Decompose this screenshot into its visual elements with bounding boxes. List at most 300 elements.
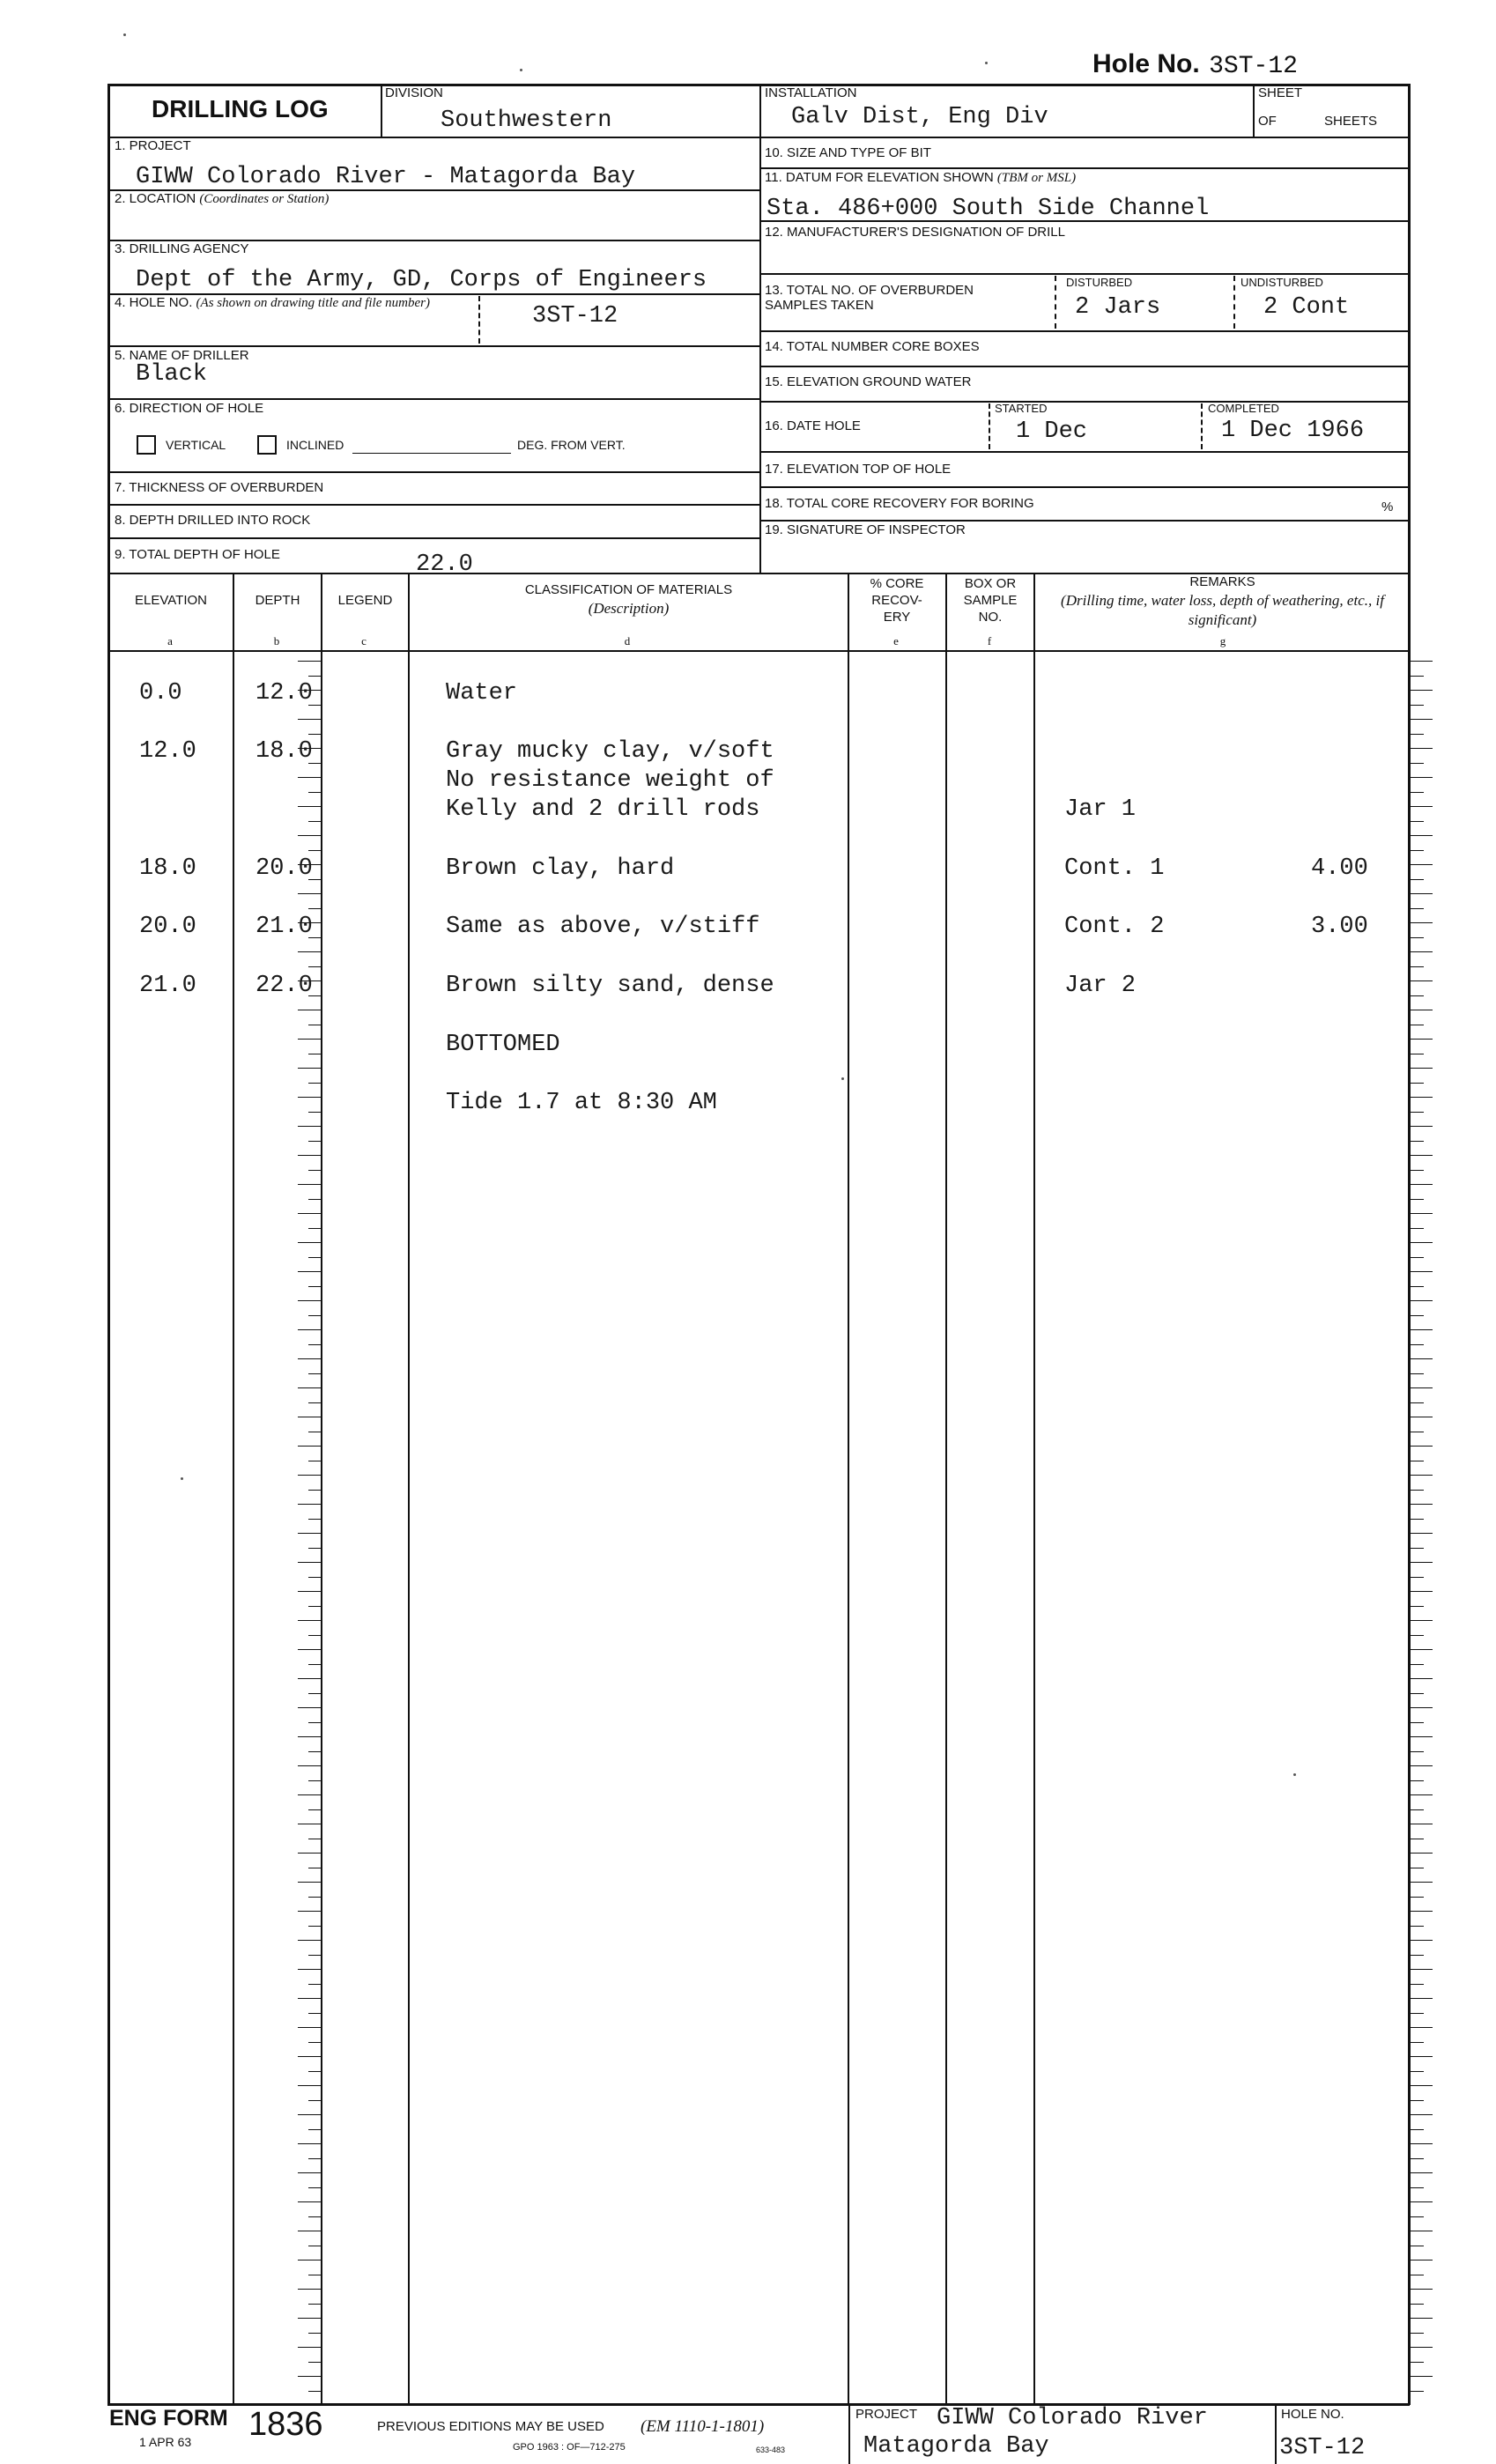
- hline-l4: [107, 293, 759, 295]
- ruler-tick: [1410, 2318, 1433, 2319]
- depth-scale-tick: [298, 2318, 321, 2319]
- ruler-tick: [1410, 2391, 1424, 2392]
- ruler-tick: [1410, 1882, 1433, 1883]
- total-depth-value: 22.0: [416, 551, 473, 578]
- col-letter-a: a: [167, 634, 173, 647]
- col-divider-box: [1033, 573, 1035, 2403]
- started-label: STARTED: [995, 402, 1048, 415]
- ruler-tick: [1410, 2085, 1433, 2086]
- header-remarks-sub: [1040, 591, 1405, 630]
- col-divider-core: [945, 573, 947, 2403]
- scan-speck: [1293, 1773, 1296, 1776]
- depth-scale-tick: [308, 1170, 321, 1171]
- depth-scale-tick: [298, 719, 321, 720]
- depth-scale-tick: [298, 1533, 321, 1534]
- depth-scale-tick: [298, 1969, 321, 1970]
- ruler-tick: [1410, 2100, 1424, 2101]
- ruler-tick: [1410, 734, 1424, 735]
- ruler-tick: [1410, 2172, 1433, 2173]
- ruler-tick: [1410, 1170, 1424, 1171]
- scan-speck: [181, 1477, 183, 1480]
- depth-scale-tick: [308, 908, 321, 909]
- hline-r6: [759, 366, 1408, 367]
- direction-label: 6. DIRECTION OF HOLE: [115, 401, 264, 416]
- depth-scale-tick: [298, 2201, 321, 2202]
- ruler-tick: [1410, 908, 1424, 909]
- header-classification: [410, 582, 848, 618]
- depth-scale-tick: [308, 2391, 321, 2392]
- ruler-tick: [1410, 1533, 1433, 1534]
- ruler-tick: [1410, 1068, 1433, 1069]
- footer-gpo: GPO 1963 : OF—712-275: [513, 2442, 626, 2453]
- ruler-tick: [1410, 1300, 1433, 1301]
- ruler-tick: [1410, 1926, 1424, 1927]
- footer-em-reference: (EM 1110-1-1801): [641, 2417, 765, 2436]
- ruler-tick: [1410, 1751, 1424, 1752]
- ruler-tick: [1410, 1911, 1433, 1912]
- depth-scale-tick: [308, 2187, 321, 2188]
- ruler-tick: [1410, 2201, 1433, 2202]
- ruler-tick: [1410, 835, 1433, 836]
- ruler-tick: [1410, 1155, 1433, 1156]
- ruler-tick: [1410, 1707, 1433, 1708]
- ruler-tick: [1410, 1504, 1433, 1505]
- ruler-tick: [1410, 2333, 1424, 2334]
- ruler-tick: [1410, 1083, 1424, 1084]
- ruler-tick: [1410, 1649, 1433, 1650]
- footer-form-date: 1 APR 63: [139, 2435, 192, 2449]
- depth-scale-tick: [308, 2362, 321, 2363]
- depth-scale-tick: [298, 1329, 321, 1330]
- depth-scale-tick: [298, 1620, 321, 1621]
- row-4-remark-value: 3.00: [1311, 914, 1368, 940]
- hole-no-label: Hole No.: [1092, 49, 1200, 78]
- ruler-tick: [1410, 676, 1424, 677]
- table-header-bottom: [107, 650, 1410, 652]
- depth-scale-tick: [298, 1649, 321, 1650]
- depth-scale-tick: [298, 1184, 321, 1185]
- dash-started: [989, 403, 990, 449]
- row-3-remark-value: 4.00: [1311, 855, 1368, 882]
- project-label: 1. PROJECT: [115, 138, 191, 153]
- inclined-label: INCLINED: [286, 438, 344, 452]
- depth-scale-tick: [308, 1083, 321, 1084]
- footer-divider-holeno: [1275, 2403, 1277, 2464]
- ruler-tick: [1410, 1955, 1424, 1956]
- depth-scale-tick: [298, 806, 321, 807]
- inclined-checkbox[interactable]: [257, 435, 277, 455]
- depth-scale-tick: [298, 1504, 321, 1505]
- row-5-description: Brown silty sand, dense: [446, 973, 774, 999]
- date-label: 16. DATE HOLE: [765, 418, 861, 433]
- ruler-tick: [1410, 850, 1424, 851]
- depth-scale-tick: [308, 1228, 321, 1229]
- depth-scale-tick: [298, 2172, 321, 2173]
- depth-scale-tick: [308, 1548, 321, 1549]
- installation-value: Galv Dist, Eng Div: [791, 104, 1048, 130]
- row-5-remark: Jar 2: [1064, 973, 1137, 999]
- ruler-tick: [1410, 2304, 1424, 2305]
- ruler-tick: [1410, 2056, 1433, 2057]
- mfr-label: 12. MANUFACTURER'S DESIGNATION OF DRILL: [765, 225, 1065, 240]
- hline-r10: [759, 520, 1408, 522]
- ruler-tick: [1410, 2216, 1424, 2217]
- depth-scale-tick: [298, 1591, 321, 1592]
- ruler-tick: [1410, 1809, 1424, 1810]
- depth-scale-tick: [308, 1984, 321, 1985]
- undisturbed-label: UNDISTURBED: [1240, 276, 1323, 289]
- ruler-tick: [1410, 1722, 1424, 1723]
- overburden-label: 7. THICKNESS OF OVERBURDEN: [115, 480, 324, 495]
- depth-scale-tick: [308, 1897, 321, 1898]
- ruler-tick: [1410, 1620, 1433, 1621]
- depth-scale-tick: [298, 2085, 321, 2086]
- hline-l5: [107, 345, 759, 347]
- sheet-label: SHEET: [1258, 85, 1303, 100]
- ruler-tick: [1410, 2158, 1424, 2159]
- ruler-tick: [1410, 792, 1424, 793]
- depth-scale-tick: [298, 1707, 321, 1708]
- ruler-tick: [1410, 1141, 1424, 1142]
- row-5-elevation: 21.0: [139, 973, 196, 999]
- depth-scale-tick: [308, 2042, 321, 2043]
- depth-scale-tick: [308, 1519, 321, 1520]
- depth-scale-tick: [308, 1402, 321, 1403]
- driller-value: Black: [136, 361, 208, 388]
- row-2-depth: 18.0: [256, 738, 313, 765]
- depth-scale-tick: [298, 2260, 321, 2261]
- samples-label: 13. TOTAL NO. OF OVERBURDEN SAMPLES TAKEN: [765, 283, 974, 313]
- depth-scale-tick: [298, 661, 321, 662]
- depth-scale-tick: [298, 1358, 321, 1359]
- row-4-description: Same as above, v/stiff: [446, 914, 760, 940]
- ruler-tick: [1410, 806, 1433, 807]
- ruler-tick: [1410, 1184, 1433, 1185]
- division-value: Southwestern: [441, 107, 612, 134]
- ruler-tick: [1410, 2143, 1433, 2144]
- ruler-tick: [1410, 1112, 1424, 1113]
- row-1-elevation: 0.0: [139, 680, 182, 707]
- row-4-depth: 21.0: [256, 914, 313, 940]
- disturbed-value: 2 Jars: [1075, 294, 1161, 321]
- header-classification-title: CLASSIFICATION OF MATERIALS: [524, 582, 733, 597]
- ruler-tick: [1410, 1373, 1424, 1374]
- ruler-tick: [1410, 1969, 1433, 1970]
- footer-form-number: 1836: [248, 2406, 323, 2443]
- hline-l8: [107, 504, 759, 506]
- installation-label: INSTALLATION: [765, 85, 857, 100]
- depth-scale-tick: [308, 734, 321, 735]
- depth-scale-tick: [298, 1155, 321, 1156]
- row-4-elevation: 20.0: [139, 914, 196, 940]
- ruler-tick: [1410, 1940, 1433, 1941]
- core-recovery-percent: %: [1381, 499, 1394, 514]
- row-1-depth: 12.0: [256, 680, 313, 707]
- ruler-tick: [1410, 1475, 1433, 1476]
- ruler-tick: [1410, 2013, 1424, 2014]
- divider-sheet: [1253, 84, 1255, 137]
- dash-disturbed: [1055, 276, 1056, 329]
- depth-scale-tick: [298, 1039, 321, 1040]
- holeno-label-note: (As shown on drawing title and file number): [196, 296, 430, 310]
- frame-left: [107, 84, 110, 2405]
- row-2-description-line-1: Gray mucky clay, v/soft: [446, 738, 774, 765]
- header-core-recovery: % CORE RECOV- ERY: [870, 576, 924, 625]
- ruler-tick: [1410, 1853, 1433, 1854]
- ground-water-label: 15. ELEVATION GROUND WATER: [765, 374, 972, 389]
- col-letter-g: g: [1219, 634, 1226, 647]
- depth-scale-tick: [308, 1606, 321, 1607]
- depth-scale-tick: [308, 2129, 321, 2130]
- depth-scale-tick: [308, 1780, 321, 1781]
- depth-scale-tick: [308, 1751, 321, 1752]
- depth-scale-tick: [298, 1765, 321, 1766]
- agency-label: 3. DRILLING AGENCY: [115, 241, 249, 256]
- vertical-label: VERTICAL: [166, 438, 226, 452]
- header-remarks-title: REMARKS: [1189, 574, 1255, 589]
- col-divider-classification: [848, 573, 849, 2403]
- hline-r7: [759, 401, 1408, 403]
- col-divider-depth: [321, 573, 322, 2403]
- col-letter-e: e: [893, 634, 899, 647]
- ruler-tick: [1410, 893, 1433, 894]
- header-elevation: ELEVATION: [135, 593, 207, 608]
- inspector-label: 19. SIGNATURE OF INSPECTOR: [765, 522, 966, 537]
- note-tide: Tide 1.7 at 8:30 AM: [446, 1090, 717, 1116]
- row-2-remark: Jar 1: [1064, 796, 1137, 823]
- header-classification-sub: [410, 599, 848, 618]
- core-boxes-label: 14. TOTAL NUMBER CORE BOXES: [765, 339, 980, 354]
- depth-scale-tick: [298, 1446, 321, 1447]
- ruler-tick: [1410, 1257, 1424, 1258]
- row-3-elevation: 18.0: [139, 855, 196, 882]
- depth-scale-tick: [308, 1315, 321, 1316]
- started-value: 1 Dec: [1016, 418, 1088, 445]
- ruler-tick: [1410, 995, 1424, 996]
- ruler-tick: [1410, 1402, 1424, 1403]
- depth-scale-tick: [308, 1257, 321, 1258]
- ruler-tick: [1410, 1591, 1433, 1592]
- row-5-depth: 22.0: [256, 973, 313, 999]
- ruler-tick: [1410, 1315, 1424, 1316]
- depth-scale-tick: [298, 1882, 321, 1883]
- ruler-tick: [1410, 922, 1433, 923]
- driller-label: 5. NAME OF DRILLER: [115, 348, 249, 363]
- footer-project-line-2: Matagorda Bay: [863, 2433, 1049, 2460]
- depth-scale-tick: [298, 2027, 321, 2028]
- ruler-tick: [1410, 1765, 1433, 1766]
- dash-holeno: [478, 296, 480, 344]
- divider-middle: [759, 84, 761, 573]
- depth-scale-tick: [308, 2100, 321, 2101]
- depth-scale-tick: [298, 893, 321, 894]
- depth-scale-tick: [308, 1722, 321, 1723]
- row-2-description-line-3: Kelly and 2 drill rods: [446, 796, 760, 823]
- ruler-tick: [1410, 661, 1433, 662]
- bit-label: 10. SIZE AND TYPE OF BIT: [765, 145, 931, 160]
- ruler-tick: [1410, 1897, 1424, 1898]
- ruler-tick: [1410, 1998, 1433, 1999]
- location-label: [115, 192, 329, 207]
- hline-r1: [759, 137, 1408, 138]
- completed-label: COMPLETED: [1208, 402, 1279, 415]
- ruler-tick: [1410, 1271, 1433, 1272]
- disturbed-label: DISTURBED: [1066, 276, 1133, 289]
- note-bottomed: BOTTOMED: [446, 1032, 560, 1058]
- depth-scale-tick: [298, 1126, 321, 1127]
- depth-scale-tick: [298, 1736, 321, 1737]
- depth-scale-tick: [308, 2071, 321, 2072]
- row-3-remark: Cont. 1: [1064, 855, 1165, 882]
- row-2-description-line-2: No resistance weight of: [446, 767, 774, 794]
- ruler-tick: [1410, 980, 1433, 981]
- hole-no-value: 3ST-12: [1209, 53, 1298, 80]
- col-letter-c: c: [361, 634, 367, 647]
- ruler-tick: [1410, 1490, 1424, 1491]
- depth-scale-tick: [298, 1213, 321, 1214]
- holeno-value: 3ST-12: [532, 303, 618, 329]
- of-label: OF: [1258, 114, 1277, 129]
- header-box-sample: BOX OR SAMPLE NO.: [963, 576, 1018, 625]
- ruler-tick: [1410, 2347, 1433, 2348]
- col-letter-d: d: [624, 634, 631, 647]
- depth-scale-tick: [298, 1300, 321, 1301]
- ruler-tick: [1410, 1126, 1433, 1127]
- depth-scale-tick: [308, 1112, 321, 1113]
- depth-scale-tick: [298, 1794, 321, 1795]
- depth-scale-tick: [298, 2056, 321, 2057]
- ruler-tick: [1410, 1199, 1424, 1200]
- depth-scale-tick: [298, 1068, 321, 1069]
- core-recovery-label: 18. TOTAL CORE RECOVERY FOR BORING: [765, 496, 1034, 511]
- dash-undisturbed: [1233, 276, 1235, 329]
- location-label-note: (Coordinates or Station): [199, 192, 330, 206]
- ruler-tick: [1410, 1329, 1433, 1330]
- header-remarks: [1040, 574, 1405, 629]
- dash-completed: [1201, 403, 1203, 449]
- ruler-tick: [1410, 690, 1433, 691]
- depth-scale-tick: [298, 2376, 321, 2377]
- ruler-tick: [1410, 1039, 1433, 1040]
- depth-scale-tick: [298, 1271, 321, 1272]
- depth-scale-tick: [308, 1344, 321, 1345]
- footer-holeno-label: HOLE NO.: [1281, 2407, 1344, 2422]
- ruler-tick: [1410, 2187, 1424, 2188]
- ruler-tick: [1410, 937, 1424, 938]
- ruler-tick: [1410, 1213, 1433, 1214]
- form-title: DRILLING LOG: [152, 95, 329, 122]
- holeno-label-number: 4. HOLE NO.: [115, 295, 193, 310]
- division-label: DIVISION: [385, 85, 443, 100]
- datum-label: [765, 171, 1076, 186]
- ruler-tick: [1410, 1693, 1424, 1694]
- inclined-degree-line: [352, 453, 511, 454]
- depth-scale-tick: [308, 1490, 321, 1491]
- depth-scale-tick: [298, 2114, 321, 2115]
- depth-scale-tick: [298, 1998, 321, 1999]
- datum-value: Sta. 486+000 South Side Channel: [767, 196, 1210, 222]
- footer-form-label: ENG FORM: [109, 2406, 228, 2431]
- datum-label-note: (TBM or MSL): [996, 171, 1077, 185]
- scan-speck: [123, 33, 126, 36]
- ruler-tick: [1410, 2260, 1433, 2261]
- scan-speck: [841, 1077, 844, 1080]
- row-3-depth: 20.0: [256, 855, 313, 882]
- depth-scale-tick: [308, 1693, 321, 1694]
- ruler-tick: [1410, 763, 1424, 764]
- hline-l9: [107, 537, 759, 539]
- datum-label-number: 11. DATUM FOR ELEVATION SHOWN: [765, 170, 994, 185]
- footer-small-code: 633-483: [756, 2446, 786, 2454]
- hline-l1: [107, 137, 759, 138]
- depth-scale-tick: [298, 777, 321, 778]
- frame-top: [107, 84, 1410, 86]
- ruler-tick: [1410, 2362, 1424, 2363]
- col-letter-f: f: [987, 634, 992, 647]
- depth-scale-tick: [298, 1853, 321, 1854]
- ruler-tick: [1410, 1577, 1424, 1578]
- row-2-elevation: 12.0: [139, 738, 196, 765]
- hline-r8: [759, 451, 1408, 453]
- holeno-label: [115, 296, 449, 311]
- depth-scale-tick: [308, 676, 321, 677]
- ruler-tick: [1410, 821, 1424, 822]
- ruler-tick: [1410, 2042, 1424, 2043]
- ruler-tick: [1410, 1519, 1424, 1520]
- ruler-tick: [1410, 1548, 1424, 1549]
- depth-scale-tick: [298, 1475, 321, 1476]
- agency-value: Dept of the Army, GD, Corps of Engineers: [136, 267, 707, 293]
- hline-r4: [759, 273, 1408, 275]
- depth-scale-tick: [308, 1955, 321, 1956]
- ruler-tick: [1410, 705, 1424, 706]
- ruler-tick: [1410, 1794, 1433, 1795]
- depth-scale-tick: [298, 2347, 321, 2348]
- depth-scale-tick: [298, 1678, 321, 1679]
- depth-scale-tick: [298, 1911, 321, 1912]
- vertical-checkbox[interactable]: [137, 435, 156, 455]
- footer-project-label: PROJECT: [855, 2407, 918, 2422]
- deg-from-vert-label: DEG. FROM VERT.: [517, 438, 626, 452]
- ruler-tick: [1410, 1678, 1433, 1679]
- footer-project-line-1: GIWW Colorado River: [937, 2405, 1208, 2431]
- ruler-tick: [1410, 1664, 1424, 1665]
- ruler-tick: [1410, 1780, 1424, 1781]
- hline-r9: [759, 486, 1408, 488]
- depth-scale-tick: [298, 1387, 321, 1388]
- ruler-tick: [1410, 2071, 1424, 2072]
- ruler-tick: [1410, 1286, 1424, 1287]
- depth-scale-tick: [308, 1809, 321, 1810]
- depth-scale-tick: [308, 1199, 321, 1200]
- hline-r2: [759, 167, 1408, 169]
- depth-scale-tick: [298, 1562, 321, 1563]
- depth-scale-tick: [298, 2289, 321, 2290]
- row-4-remark: Cont. 2: [1064, 914, 1165, 940]
- ruler-tick: [1410, 879, 1424, 880]
- depth-scale-tick: [308, 2158, 321, 2159]
- ruler-tick: [1410, 777, 1433, 778]
- hline-l7: [107, 471, 759, 473]
- depth-scale-tick: [308, 1635, 321, 1636]
- depth-scale-tick: [298, 835, 321, 836]
- undisturbed-value: 2 Cont: [1263, 294, 1350, 321]
- col-letter-b: b: [273, 634, 280, 647]
- footer-holeno-value: 3ST-12: [1279, 2435, 1366, 2461]
- hole-number-header: [1092, 49, 1298, 80]
- footer-previous-editions: PREVIOUS EDITIONS MAY BE USED: [377, 2419, 604, 2434]
- depth-scale-tick: [298, 951, 321, 952]
